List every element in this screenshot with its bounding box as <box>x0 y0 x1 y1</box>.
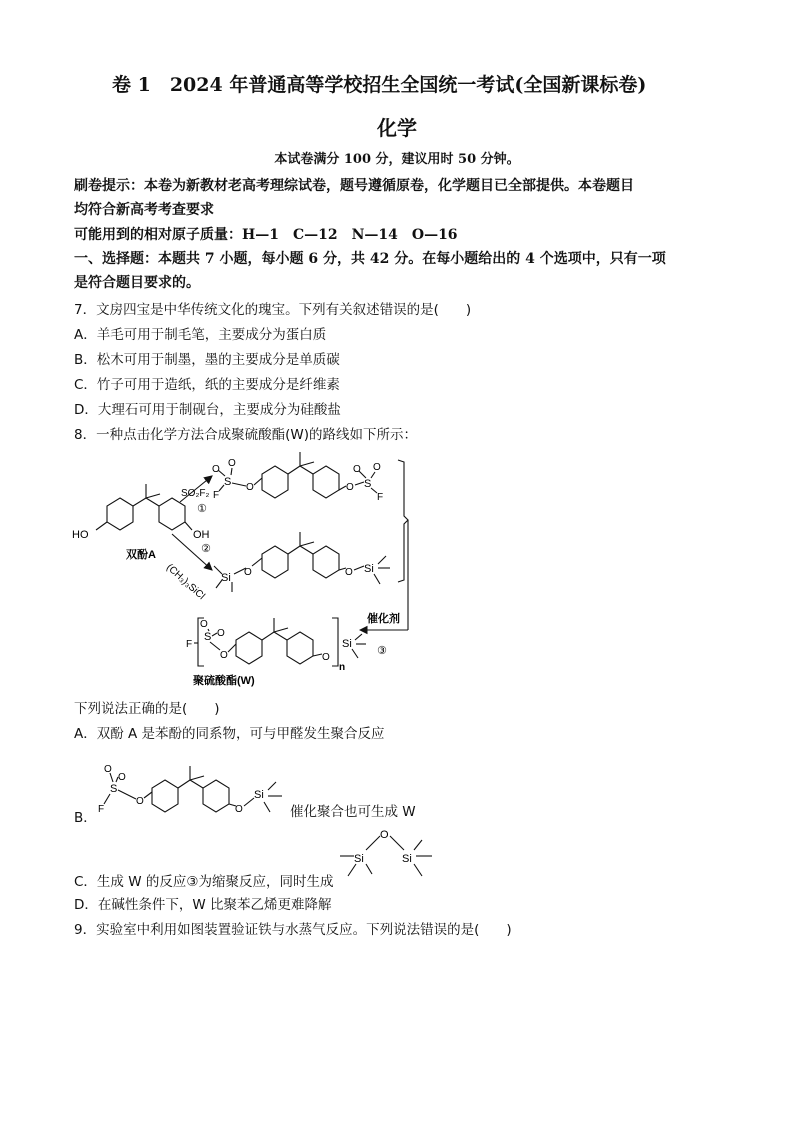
option-b-monomer-structure <box>90 752 350 832</box>
svg-text:Si: Si <box>354 853 364 865</box>
svg-text:O: O <box>322 652 330 663</box>
q7-stem: 7．文房四宝是中华传统文化的瑰宝。下列有关叙述错误的是( ) <box>74 302 472 318</box>
svg-text:O: O <box>228 458 236 469</box>
hexamethyldisiloxane-structure <box>338 826 438 886</box>
bis-tms-ether-structure <box>214 532 390 592</box>
reagent-tmscl: (CH₃)₃SiCl <box>163 562 207 603</box>
svg-text:F: F <box>213 490 220 501</box>
atomic-masses: 可能用到的相对原子质量：H—1 C—12 N—14 O—16 <box>74 227 458 243</box>
step-2-label: ② <box>201 543 211 555</box>
svg-text:O: O <box>200 619 208 630</box>
svg-text:O: O <box>217 628 225 639</box>
svg-text:S: S <box>204 631 212 643</box>
svg-text:Si: Si <box>342 638 352 650</box>
svg-text:O: O <box>346 482 354 493</box>
svg-text:O: O <box>235 804 243 815</box>
svg-text:O: O <box>212 464 220 475</box>
bis-fluorosulfate-structure <box>212 452 383 503</box>
oh-label: OH <box>193 529 210 541</box>
subject-title: 化学 <box>377 116 417 140</box>
q8-option-a: A．双酚 A 是苯酚的同系物，可与甲醛发生聚合反应 <box>74 726 385 742</box>
svg-text:S: S <box>224 476 232 488</box>
svg-text:O: O <box>345 567 353 578</box>
svg-text:Si: Si <box>364 563 374 575</box>
combine-bracket <box>398 460 408 582</box>
svg-text:O: O <box>373 462 381 473</box>
catalyst-label: 催化剂 <box>367 613 400 625</box>
svg-text:Si: Si <box>254 789 264 801</box>
svg-text:O: O <box>246 482 254 493</box>
svg-text:F: F <box>186 639 193 650</box>
q8-option-c: C．生成 W 的反应③为缩聚反应，同时生成 <box>74 874 334 890</box>
q7-option-c: C．竹子可用于造纸，纸的主要成分是纤维素 <box>74 377 340 393</box>
reagent-so2f2: SO₂F₂ <box>181 488 210 499</box>
svg-text:O: O <box>380 829 389 841</box>
svg-text:S: S <box>364 478 372 490</box>
svg-text:Si: Si <box>221 572 231 584</box>
svg-text:S: S <box>110 783 118 795</box>
q8-ask: 下列说法正确的是( ) <box>74 701 220 717</box>
q8-option-b-prefix: B． <box>74 810 97 826</box>
polymer-n: n <box>339 662 346 673</box>
svg-text:F: F <box>377 492 384 503</box>
svg-text:O: O <box>353 464 361 475</box>
q7-option-d: D．大理石可用于制砚台，主要成分为硅酸盐 <box>74 402 341 418</box>
tip-line-1: 刷卷提示：本卷为新教材老高考理综试卷，题号遵循原卷，化学题目已全部提供。本卷题目 <box>74 178 634 194</box>
q8-stem: 8．一种点击化学方法合成聚硫酸酯(W)的路线如下所示： <box>74 427 417 443</box>
q9-stem: 9．实验室中利用如图装置验证铁与水蒸气反应。下列说法错误的是( ) <box>74 922 512 938</box>
svg-text:O: O <box>220 650 228 661</box>
q8-option-d: D．在碱性条件下，W 比聚苯乙烯更难降解 <box>74 897 332 913</box>
tip-line-2: 均符合新高考考查要求 <box>74 202 214 218</box>
step-3-label: ③ <box>377 645 387 657</box>
step-1-label: ① <box>197 503 207 515</box>
q7-option-a: A．羊毛可用于制毛笔，主要成分为蛋白质 <box>74 327 327 343</box>
polymer-w-label: 聚硫酸酯(W) <box>193 675 255 687</box>
bisphenol-a-label: 双酚A <box>126 549 156 561</box>
ho-label: HO <box>72 529 89 541</box>
exam-note: 本试卷满分 100 分，建议用时 50 分钟。 <box>274 152 520 167</box>
exam-title: 卷 1 2024 年普通高等学校招生全国统一考试(全国新课标卷) <box>112 74 647 96</box>
svg-text:Si: Si <box>402 853 412 865</box>
svg-text:O: O <box>244 567 252 578</box>
svg-text:O: O <box>104 764 112 775</box>
polymer-w-structure <box>186 618 366 687</box>
section-heading-1: 一、选择题：本题共 7 小题，每小题 6 分，共 42 分。在每小题给出的 4 个选项中，只有一项 <box>74 251 666 267</box>
synthesis-scheme <box>0 440 794 700</box>
svg-text:O: O <box>118 772 126 783</box>
q8-option-b-text: 催化聚合也可生成 W <box>290 804 416 820</box>
svg-text:F: F <box>98 804 105 815</box>
svg-text:O: O <box>136 796 144 807</box>
q7-option-b: B．松木可用于制墨，墨的主要成分是单质碳 <box>74 352 340 368</box>
section-heading-2: 是符合题目要求的。 <box>74 275 200 291</box>
